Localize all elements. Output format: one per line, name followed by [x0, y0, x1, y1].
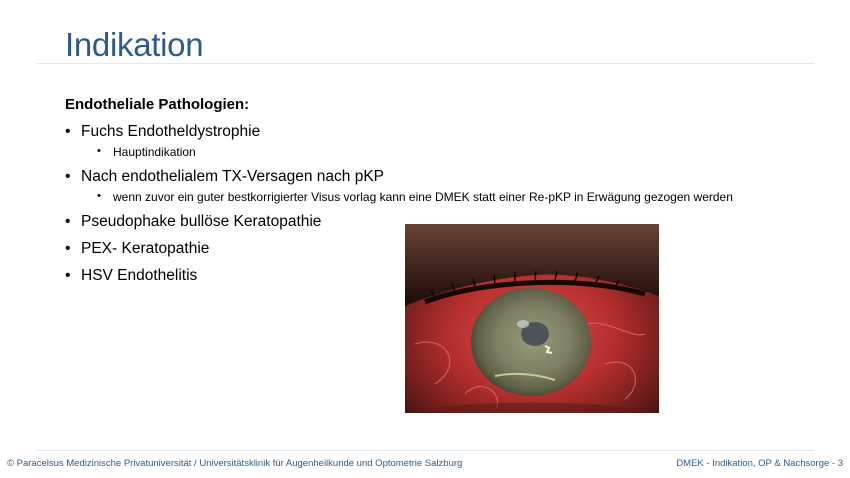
list-item — [65, 168, 825, 204]
section-heading: Endotheliale Pathologien: — [65, 96, 250, 113]
list-item-text: Nach endothelialem TX-Versagen nach pKP — [81, 168, 385, 185]
sub-list — [81, 190, 825, 204]
footer-page-info: DMEK - Indikation, OP & Nachsorge - 3 — [676, 458, 843, 469]
slide-title: Indikation — [65, 26, 204, 63]
footer-copyright: © Paracelsus Medizinische Privatuniversität / Universitätsklinik für Augenheilkunde und Optometrie Salzburg — [7, 458, 463, 469]
sub-list-item: • Hauptindikation — [81, 145, 825, 159]
list-item-text: Pseudophake bullöse Keratopathie — [81, 213, 322, 230]
list-item-text: HSV Endothelitis — [81, 267, 198, 284]
eye-illustration — [405, 224, 659, 413]
sub-list — [81, 145, 825, 159]
footer-divider — [36, 450, 814, 451]
list-item-text: Fuchs Endotheldystrophie — [81, 123, 261, 140]
title-divider — [36, 63, 814, 64]
list-item — [65, 123, 825, 159]
list-item-text: PEX- Keratopathie — [81, 240, 210, 257]
sub-list-item: • wenn zuvor ein guter bestkorrigierter Visus vorlag kann eine DMEK statt einer Re-pKP in Erwägung gezogen werden — [81, 190, 825, 204]
eye-photo — [405, 224, 659, 413]
